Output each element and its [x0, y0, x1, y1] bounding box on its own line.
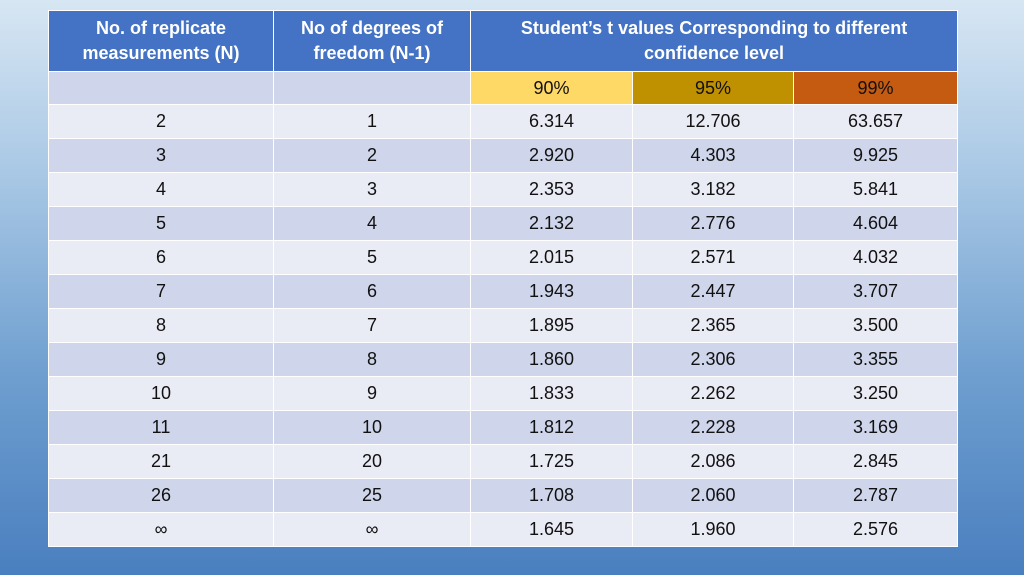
cell-t90: 1.860 — [471, 343, 633, 377]
cell-t99: 3.355 — [794, 343, 958, 377]
cell-t90: 1.833 — [471, 377, 633, 411]
table-row — [49, 513, 958, 547]
cell-dof: 10 — [274, 411, 471, 445]
cell-t99: 9.925 — [794, 139, 958, 173]
cell-t99: 2.845 — [794, 445, 958, 479]
table-row — [49, 377, 958, 411]
cell-t90: 1.645 — [471, 513, 633, 547]
cell-dof: 9 — [274, 377, 471, 411]
cell-dof: ∞ — [274, 513, 471, 547]
table-body — [49, 105, 958, 547]
table-row — [49, 139, 958, 173]
cell-t90: 2.353 — [471, 173, 633, 207]
cell-t99: 5.841 — [794, 173, 958, 207]
cell-dof: 25 — [274, 479, 471, 513]
cell-n: 5 — [49, 207, 274, 241]
students-t-table — [48, 10, 958, 547]
cell-t90: 6.314 — [471, 105, 633, 139]
table-row — [49, 411, 958, 445]
cell-dof: 4 — [274, 207, 471, 241]
cell-dof: 20 — [274, 445, 471, 479]
cell-t90: 1.895 — [471, 309, 633, 343]
table-row — [49, 105, 958, 139]
header-t-values: Student’s t values Corresponding to different confidence level — [471, 11, 958, 72]
cell-dof: 6 — [274, 275, 471, 309]
header-row — [49, 11, 958, 72]
cell-t90: 1.812 — [471, 411, 633, 445]
cell-dof: 1 — [274, 105, 471, 139]
cell-dof: 3 — [274, 173, 471, 207]
cell-t99: 4.032 — [794, 241, 958, 275]
cell-n: 7 — [49, 275, 274, 309]
confidence-level-row — [49, 72, 958, 105]
table-row — [49, 207, 958, 241]
blank-cell — [274, 72, 471, 105]
cell-n: 10 — [49, 377, 274, 411]
confidence-90-cell: 90% — [471, 72, 633, 105]
cell-n: 26 — [49, 479, 274, 513]
cell-n: 4 — [49, 173, 274, 207]
cell-n: ∞ — [49, 513, 274, 547]
cell-t95: 2.306 — [633, 343, 794, 377]
cell-dof: 2 — [274, 139, 471, 173]
table-row — [49, 479, 958, 513]
cell-n: 9 — [49, 343, 274, 377]
cell-t99: 3.500 — [794, 309, 958, 343]
cell-t95: 2.776 — [633, 207, 794, 241]
cell-t95: 12.706 — [633, 105, 794, 139]
cell-t95: 2.447 — [633, 275, 794, 309]
cell-dof: 8 — [274, 343, 471, 377]
cell-n: 11 — [49, 411, 274, 445]
table-row — [49, 343, 958, 377]
confidence-99-cell: 99% — [794, 72, 958, 105]
cell-n: 6 — [49, 241, 274, 275]
cell-dof: 7 — [274, 309, 471, 343]
cell-t99: 3.707 — [794, 275, 958, 309]
cell-dof: 5 — [274, 241, 471, 275]
cell-t95: 2.365 — [633, 309, 794, 343]
cell-t99: 2.787 — [794, 479, 958, 513]
cell-t99: 3.169 — [794, 411, 958, 445]
cell-t90: 2.015 — [471, 241, 633, 275]
cell-t99: 3.250 — [794, 377, 958, 411]
cell-t95: 2.086 — [633, 445, 794, 479]
table-row — [49, 275, 958, 309]
header-degrees-of-freedom: No of degrees of freedom (N-1) — [274, 11, 471, 72]
header-replicate-measurements: No. of replicate measurements (N) — [49, 11, 274, 72]
cell-t99: 4.604 — [794, 207, 958, 241]
table-row — [49, 241, 958, 275]
cell-n: 8 — [49, 309, 274, 343]
cell-t99: 2.576 — [794, 513, 958, 547]
confidence-95-cell: 95% — [633, 72, 794, 105]
table-row — [49, 309, 958, 343]
cell-t95: 4.303 — [633, 139, 794, 173]
cell-t90: 1.943 — [471, 275, 633, 309]
cell-t90: 2.132 — [471, 207, 633, 241]
cell-n: 2 — [49, 105, 274, 139]
cell-t90: 1.725 — [471, 445, 633, 479]
cell-t95: 2.262 — [633, 377, 794, 411]
cell-t95: 2.228 — [633, 411, 794, 445]
cell-t95: 1.960 — [633, 513, 794, 547]
cell-t90: 2.920 — [471, 139, 633, 173]
cell-n: 21 — [49, 445, 274, 479]
table-row — [49, 445, 958, 479]
cell-t95: 2.060 — [633, 479, 794, 513]
table-row — [49, 173, 958, 207]
cell-t95: 2.571 — [633, 241, 794, 275]
blank-cell — [49, 72, 274, 105]
cell-t99: 63.657 — [794, 105, 958, 139]
cell-t95: 3.182 — [633, 173, 794, 207]
cell-t90: 1.708 — [471, 479, 633, 513]
cell-n: 3 — [49, 139, 274, 173]
